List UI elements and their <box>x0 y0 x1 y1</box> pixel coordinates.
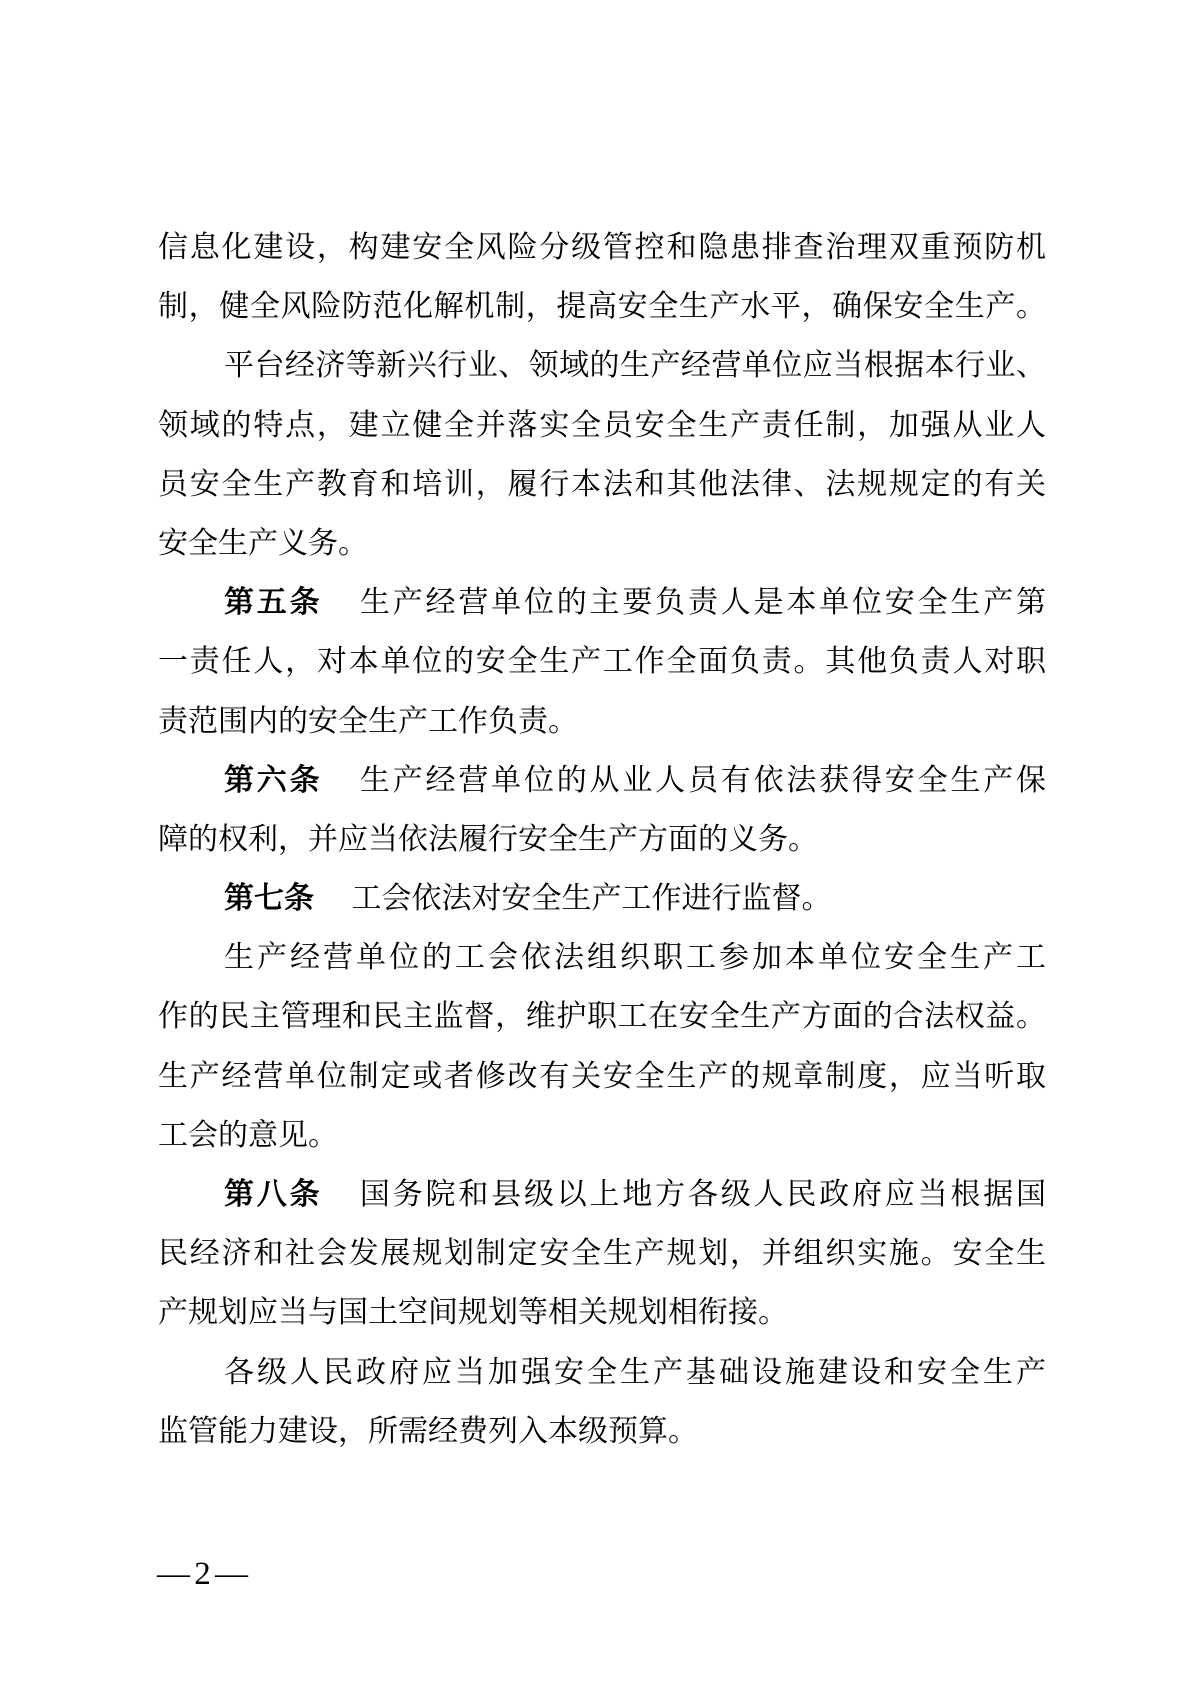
line-text: 工会依法对安全生产工作进行监督。 <box>351 882 832 916</box>
text-line-article-5 <box>158 573 1046 632</box>
line-text: 安全生产义务。 <box>158 526 368 560</box>
line-text: 工会的意见。 <box>158 1118 338 1152</box>
line-text: 责范围内的安全生产工作负责。 <box>158 704 578 738</box>
article-number-bold: 第五条 <box>224 586 323 620</box>
line-text: 员安全生产教育和培训，履行本法和其他法律、法规规定的有关 <box>158 467 1046 501</box>
text-line <box>158 692 1046 751</box>
page-number: — 2 — <box>157 1556 248 1592</box>
text-line <box>158 1224 1046 1283</box>
line-text: 各级人民政府应当加强安全生产基础设施建设和安全生产 <box>224 1355 1046 1389</box>
text-line <box>158 632 1046 691</box>
line-text: 生产经营单位制定或者修改有关安全生产的规章制度，应当听取 <box>158 1059 1046 1093</box>
line-text: 制，健全风险防范化解机制，提高安全生产水平，确保安全生产。 <box>158 290 1046 324</box>
text-line <box>158 987 1046 1046</box>
line-text: 障的权利，并应当依法履行安全生产方面的义务。 <box>158 822 818 856</box>
text-line <box>158 455 1046 514</box>
article-number-bold: 第八条 <box>224 1178 323 1211</box>
line-text: 生产经营单位的主要负责人是本单位安全生产第 <box>359 586 1047 620</box>
text-line <box>158 514 1046 573</box>
text-line <box>158 218 1046 277</box>
text-line <box>158 277 1046 336</box>
text-line <box>158 1047 1046 1106</box>
line-text: 作的民主管理和民主监督，维护职工在安全生产方面的合法权益。 <box>158 1000 1046 1034</box>
line-text: 产规划应当与国土空间规划等相关规划相衔接。 <box>158 1296 788 1330</box>
text-line <box>158 396 1046 455</box>
line-text: 平台经济等新兴行业、领域的生产经营单位应当根据本行业、 <box>224 349 1046 383</box>
line-text: 信息化建设，构建安全风险分级管控和隐患排查治理双重预防机 <box>158 231 1046 264</box>
text-line <box>158 1343 1046 1402</box>
line-text: 生产经营单位的工会依法组织职工参加本单位安全生产工 <box>224 941 1046 975</box>
line-text: 领域的特点，建立健全并落实全员安全生产责任制，加强从业人 <box>158 408 1046 442</box>
line-text: 生产经营单位的从业人员有依法获得安全生产保 <box>359 763 1047 797</box>
text-line <box>158 1402 1046 1461</box>
text-line <box>158 1106 1046 1165</box>
text-line <box>158 928 1046 987</box>
line-text: 监管能力建设，所需经费列入本级预算。 <box>158 1414 698 1448</box>
line-text: 民经济和社会发展规划制定安全生产规划，并组织实施。安全生 <box>158 1237 1046 1271</box>
article-number-bold: 第七条 <box>224 882 314 916</box>
text-line <box>158 336 1046 395</box>
document-text-block <box>158 218 1046 1461</box>
line-text: 一责任人，对本单位的安全生产工作全面负责。其他负责人对职 <box>158 645 1046 679</box>
text-line-article-7 <box>158 869 1046 928</box>
article-number-bold: 第六条 <box>224 763 323 797</box>
text-line-article-6 <box>158 751 1046 810</box>
text-line <box>158 1283 1046 1342</box>
line-text: 国务院和县级以上地方各级人民政府应当根据国 <box>359 1178 1047 1211</box>
text-line <box>158 810 1046 869</box>
text-line-article-8 <box>158 1165 1046 1224</box>
